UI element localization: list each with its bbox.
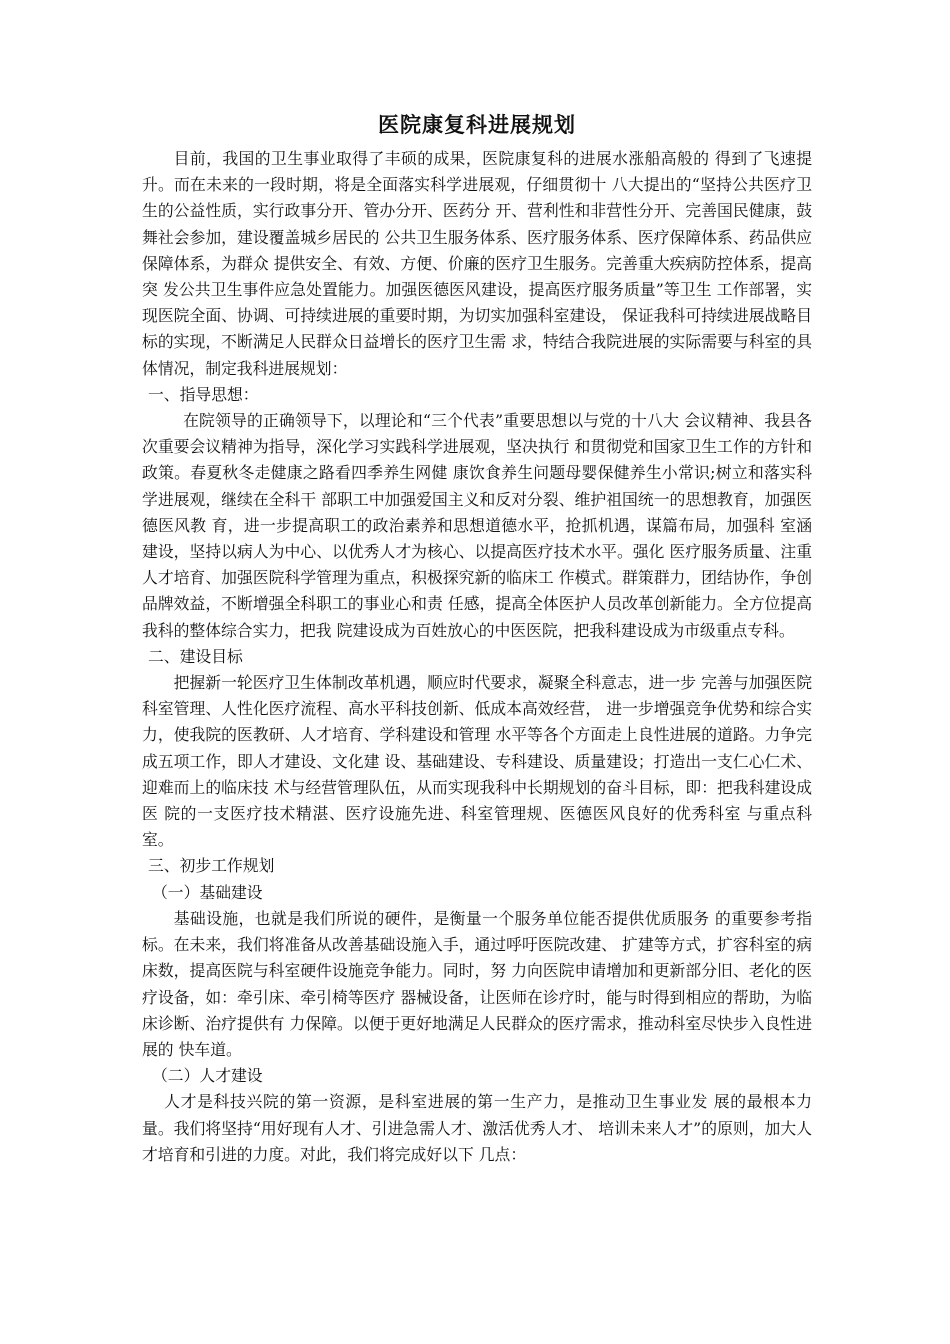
subsection-heading-infrastructure: （一）基础建设: [152, 882, 263, 902]
section-heading-guiding-ideology: 一、指导思想：: [148, 384, 259, 404]
guiding-ideology-paragraph: 在院领导的正确领导下，以理论和“三个代表”重要思想以与党的十八大 会议精神、我县各次重要会议精神为指导，深化学习实践科学进展观，坚决执行 和贯彻党和国家卫生工作的方针和政策。春夏秋冬走健康之路看四季养生网健 康饮食养生问题母婴保健养生小常识;树立和落实科学进展观，继续在全科干 部职工中加强爱国主义和反对分裂、维护祖国统一的思想教育，加强医德医风教 育，进一步提高职工的政治素养和思想道德水平，抢抓机遇，谋篇布局，加强科 室涵建设，坚持以病人为中心、以优秀人才为核心、以提高医疗技术水平。强化 医疗服务质量、注重人才培育、加强医院科学管理为重点，积极探究新的临床工 作模式。群策群力，团结协作，争创品牌效益，不断增强全科职工的事业心和责 任感，提高全体医护人员改革创新能力。全方位提高我科的整体综合实力，把我 院建设成为百姓放心的中医医院，把我科建设成为市级重点专科。: [142, 411, 812, 640]
document-title: 医院康复科进展规划: [378, 112, 576, 137]
section-heading-construction-goals: 二、建设目标: [148, 646, 243, 666]
intro-paragraph: 目前，我国的卫生事业取得了丰硕的成果，医院康复科的进展水涨船高般的 得到了飞速提升。而在未来的一段时期，将是全面落实科学进展观，仔细贯彻十 八大提出的“坚持公共医疗卫生的公益性质，实行政事分开、管办分开、医药分 开、营利性和非营性分开、完善国民健康，鼓舞社会参加，建设覆盖城乡居民的 公共卫生服务体系、医疗服务体系、医疗保障体系、药品供应保障体系，为群众 提供安全、有效、方便、价廉的医疗卫生服务。完善重大疾病防控体系，提高突 发公共卫生事件应急处置能力。加强医德医风建设，提高医疗服务质量”等卫生 工作部署，实现医院全面、协调、可持续进展的重要时期，为切实加强科室建设， 保证我科可持续进展战略目标的实现，不断满足人民群众日益增长的医疗卫生需 求，特结合我院进展的实际需要与科室的具体情况，制定我科进展规划：: [142, 149, 812, 378]
infrastructure-paragraph: 基础设施，也就是我们所说的硬件，是衡量一个服务单位能否提供优质服务 的重要参考指标。在未来，我们将准备从改善基础设施入手，通过呼吁医院改建、 扩建等方式，扩容科室的病床数，提高医院与科室硬件设施竞争能力。同时，努 力向医院申请增加和更新部分旧、老化的医疗设备，如：牵引床、牵引椅等医疗 器械设备，让医师在诊疗时，能与时得到相应的帮助，为临床诊断、治疗提供有 力保障。以便于更好地满足人民群众的医疗需求，推动科室尽快步入良性进展的 快车道。: [142, 908, 812, 1059]
subsection-heading-talent: （二）人才建设: [152, 1066, 263, 1086]
section-heading-work-plan: 三、初步工作规划: [148, 856, 275, 876]
talent-paragraph: 人才是科技兴院的第一资源，是科室进展的第一生产力，是推动卫生事业发 展的最根本力量。我们将坚持“用好现有人才、引进急需人才、激活优秀人才、 培训未来人才”的原则，加大人才培育和引进的力度。对此，我们将完成好以下 几点：: [142, 1092, 812, 1164]
construction-goals-paragraph: 把握新一轮医疗卫生体制改革机遇，顺应时代要求，凝聚全科意志，进一步 完善与加强医院科室管理、人性化医疗流程、高水平科技创新、低成本高效经营， 进一步增强竞争优势和综合实力，使我院的医教研、人才培育、学科建设和管理 水平等各个方面走上良性进展的道路。力争完成五项工作，即人才建设、文化建 设、基础建设、专科建设、质量建设；打造出一支仁心仁术、迎难而上的临床技 术与经营管理队伍，从而实现我科中长期规划的奋斗目标，即：把我科建设成医 院的一支医疗技术精湛、医疗设施先进、科室管理规、医德医风良好的优秀科室 与重点科室。: [142, 673, 812, 850]
document-page: [142, 110, 812, 1168]
